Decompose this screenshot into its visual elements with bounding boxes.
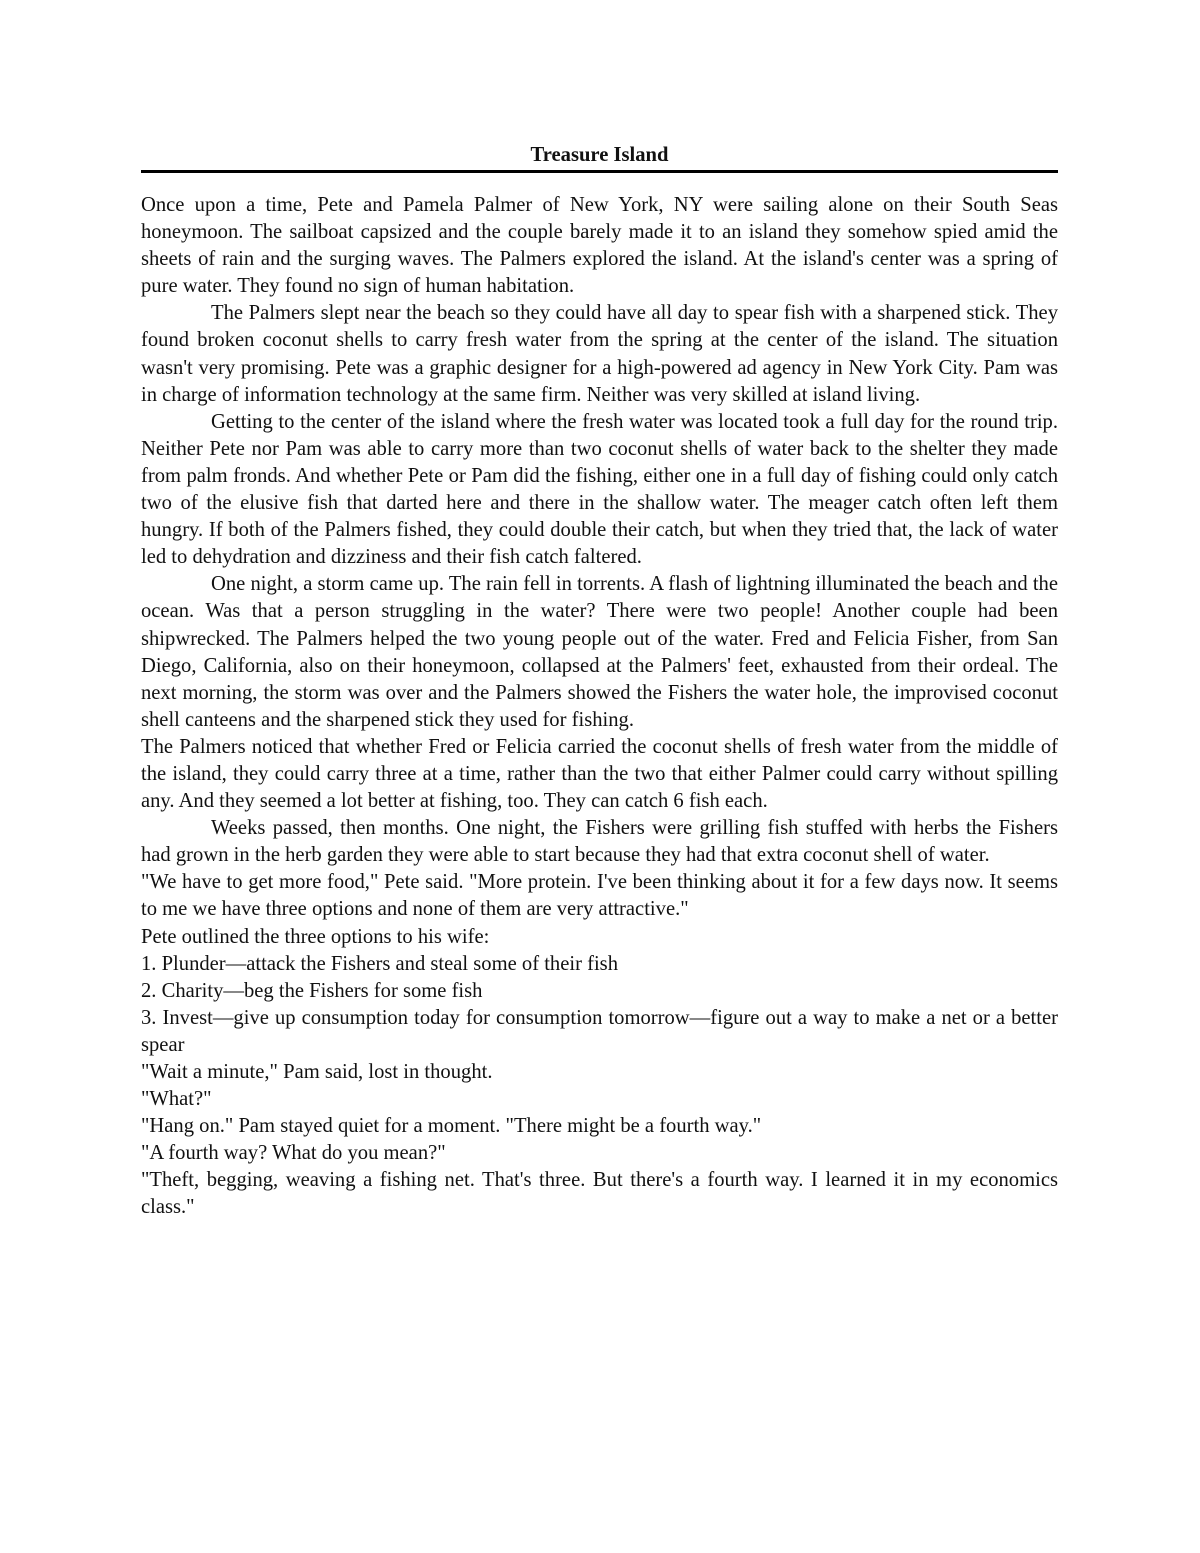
paragraph: Once upon a time, Pete and Pamela Palmer of New York, NY were sailing alone on their South Seas honeymoon. The sailboat capsized and the couple barely made it to an island they somehow spied amid the sheets of rain and the surging waves. The Palmers explored the island. At the island's center was a spring of pure water. They found no sign of human habitation. bbox=[141, 194, 1058, 298]
paragraph: One night, a storm came up. The rain fell in torrents. A flash of lightning illuminated the beach and the ocean. Was that a person struggling in the water? There were two people! Another couple had been shipwrecked. The Palmers helped the two young people out of the water. Fred and Felicia Fisher, from San Diego, California, also on their honeymoon, collapsed at the Palmers' feet, exhausted from their ordeal. The next morning, the storm was over and the Palmers showed the Fishers the water hole, the improvised coconut shell canteens and the sharpened stick they used for fishing. bbox=[141, 573, 1058, 731]
document-body bbox=[141, 192, 1058, 1222]
paragraph: The Palmers slept near the beach so they could have all day to spear fish with a sharpened stick. They found broken coconut shells to carry fresh water from the spring at the center of the island. The situation wasn't very promising. Pete was a graphic designer for a high-powered ad agency in New York City. Pam was in charge of information technology at the same firm. Neither was very skilled at island living. bbox=[141, 302, 1058, 406]
paragraph: Pete outlined the three options to his wife: bbox=[141, 925, 490, 948]
paragraph: 1. Plunder—attack the Fishers and steal some of their fish bbox=[141, 952, 618, 975]
paragraph: "Hang on." Pam stayed quiet for a moment. "There might be a fourth way." bbox=[141, 1115, 762, 1138]
paragraph: "We have to get more food," Pete said. "More protein. I've been thinking about it for a few days now. It seems to me we have three options and none of them are very attractive." bbox=[141, 871, 1058, 921]
paragraph: "Theft, begging, weaving a fishing net. That's three. But there's a fourth way. I learned it in my economics class." bbox=[141, 1169, 1058, 1219]
paragraph: "What?" bbox=[141, 1088, 212, 1111]
document-page bbox=[141, 142, 1058, 1222]
paragraph: 3. Invest—give up consumption today for consumption tomorrow—figure out a way to make a net or a better spear bbox=[141, 1006, 1058, 1056]
paragraph: Weeks passed, then months. One night, the Fishers were grilling fish stuffed with herbs the Fishers had grown in the herb garden they were able to start because they had that extra coconut shell of water. bbox=[141, 817, 1058, 867]
document-title: Treasure Island bbox=[141, 142, 1058, 173]
paragraph: "A fourth way? What do you mean?" bbox=[141, 1142, 446, 1165]
paragraph: 2. Charity—beg the Fishers for some fish bbox=[141, 979, 483, 1002]
paragraph: The Palmers noticed that whether Fred or Felicia carried the coconut shells of fresh water from the middle of the island, they could carry three at a time, rather than the two that either Palmer could carry without spilling any. And they seemed a lot better at fishing, too. They can catch 6 fish each. bbox=[141, 735, 1058, 813]
paragraph: "Wait a minute," Pam said, lost in thought. bbox=[141, 1061, 493, 1083]
paragraph: Getting to the center of the island where the fresh water was located took a full day for the round trip. Neither Pete nor Pam was able to carry more than two coconut shells of water back to the shelter they made from palm fronds. And whether Pete or Pam did the fishing, either one in a full day of fishing could only catch two of the elusive fish that darted here and there in the shallow water. The meager catch often left them hungry. If both of the Palmers fished, they could double their catch, but when they tried that, the lack of water led to dehydration and dizziness and their fish catch faltered. bbox=[141, 410, 1058, 569]
